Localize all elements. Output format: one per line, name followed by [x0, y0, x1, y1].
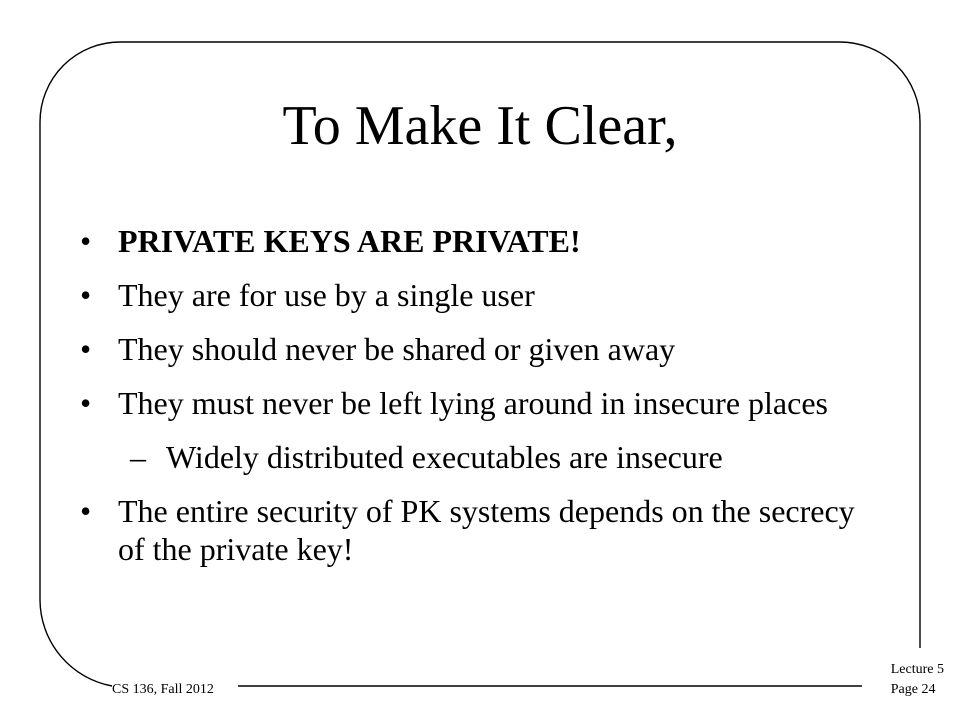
- bullet-dot: •: [80, 493, 92, 529]
- bullet-item: [80, 492, 880, 568]
- bullet-text: They must never be left lying around in insecure places: [118, 385, 828, 421]
- bullet-text: They are for use by a single user: [118, 277, 535, 313]
- bullet-dot: •: [80, 223, 92, 259]
- bullet-dot: •: [80, 385, 92, 421]
- bullet-item: [80, 330, 880, 368]
- page-number: Page 24: [890, 682, 936, 697]
- bullet-item: [80, 384, 880, 422]
- bullet-dot: •: [80, 331, 92, 367]
- sub-bullet-item: [80, 438, 880, 476]
- bullet-item: [80, 276, 880, 314]
- bullet-text: They should never be shared or given away: [118, 331, 676, 367]
- sub-bullet-text: Widely distributed executables are insecure: [166, 439, 723, 475]
- sub-bullet-dash: –: [130, 439, 146, 475]
- lecture-page-label: [891, 660, 944, 700]
- slide-title: To Make It Clear,: [282, 95, 678, 157]
- bullet-item: [80, 222, 880, 260]
- course-label: CS 136, Fall 2012: [112, 682, 214, 697]
- lecture-number: Lecture 5: [890, 662, 944, 677]
- bullet-dot: •: [80, 277, 92, 313]
- bullet-text: PRIVATE KEYS ARE PRIVATE!: [118, 223, 581, 259]
- bullet-list: [80, 222, 880, 584]
- bullet-text: The entire security of PK systems depends on the secrecy of the private key!: [118, 493, 855, 567]
